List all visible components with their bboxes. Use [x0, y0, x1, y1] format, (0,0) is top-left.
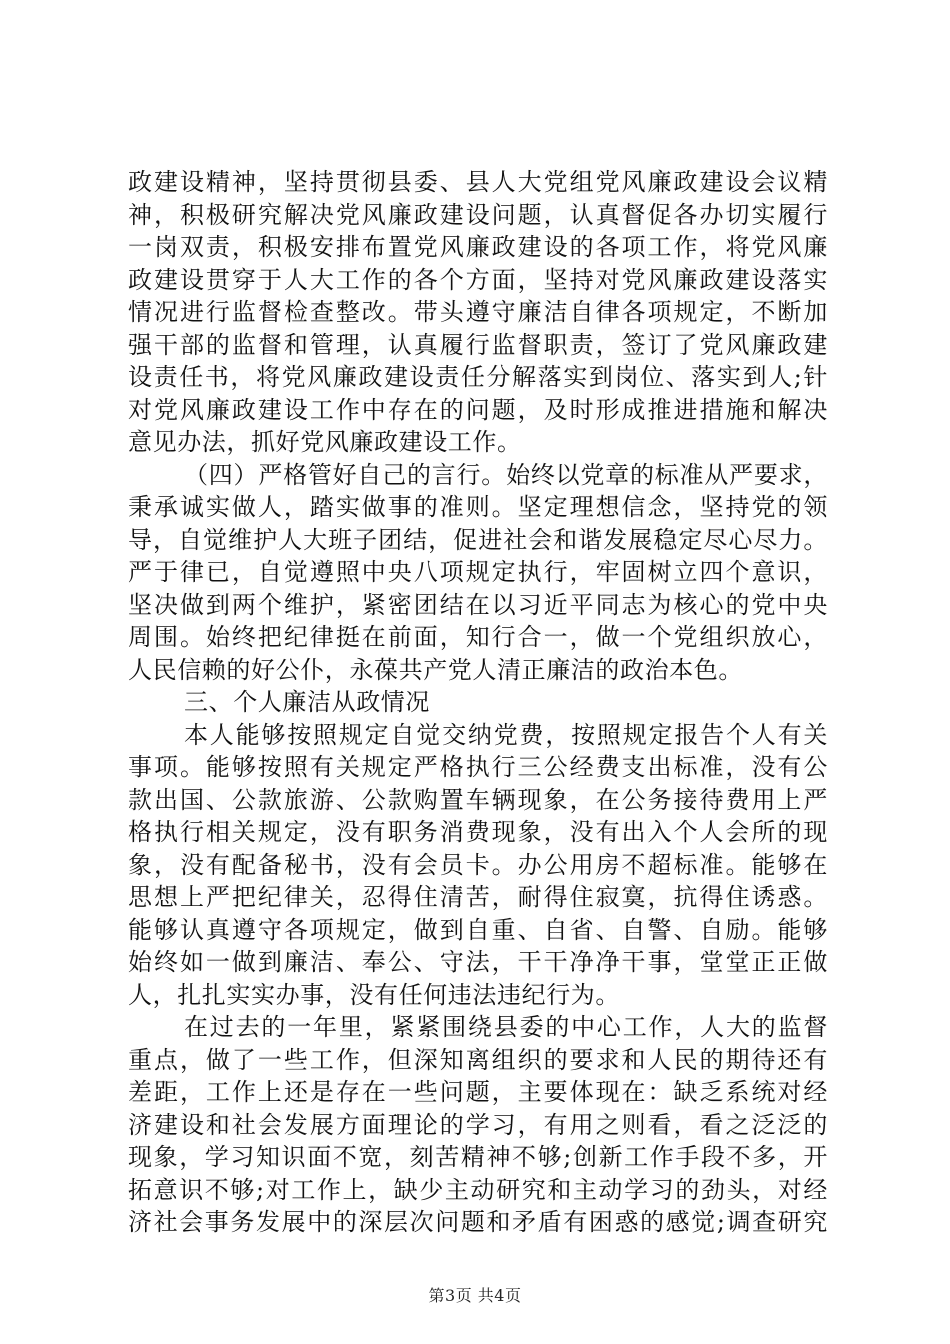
text-line: 对党风廉政建设工作中存在的问题，及时形成推进措施和解决: [128, 395, 828, 424]
text-line: 政建设贯穿于人大工作的各个方面，坚持对党风廉政建设落实: [128, 265, 828, 294]
section-heading-line: （四）严格管好自己的言行。始终以党章的标准从严要求，: [184, 460, 828, 489]
text-line: 导，自觉维护人大班子团结，促进社会和谐发展稳定尽心尽力。: [128, 525, 828, 554]
text-line: 设责任书，将党风廉政建设责任分解落实到岗位、落实到人;针: [128, 363, 828, 391]
text-line: 拓意识不够;对工作上，缺少主动研究和主动学习的劲头，对经: [128, 1175, 828, 1204]
text-line: 坚决做到两个维护，紧密团结在以习近平同志为核心的党中央: [128, 590, 828, 619]
document-body: [128, 166, 828, 1239]
text-line: 济社会事务发展中的深层次问题和矛盾有困惑的感觉;调查研究: [128, 1208, 828, 1236]
text-line: 思想上严把纪律关，忍得住清苦，耐得住寂寞，抗得住诱惑。: [128, 883, 828, 911]
text-line: 济建设和社会发展方面理论的学习，有用之则看，看之泛泛的: [128, 1110, 828, 1139]
text-line: 差距，工作上还是存在一些问题，主要体现在：缺乏系统对经: [128, 1078, 828, 1106]
text-line: 情况进行监督检查整改。带头遵守廉洁自律各项规定，不断加: [128, 298, 828, 326]
text-line: 人，扎扎实实办事，没有任何违法违纪行为。: [128, 980, 620, 1009]
text-line: 强干部的监督和管理，认真履行监督职责，签订了党风廉政建: [128, 330, 828, 359]
text-line: 秉承诚实做人，踏实做事的准则。坚定理想信念，坚持党的领: [128, 493, 828, 521]
page-number-label: 第3页 共4页: [428, 1286, 522, 1305]
text-line: 政建设精神，坚持贯彻县委、县人大党组党风廉政建设会议精: [128, 168, 828, 196]
text-line: 严于律已，自觉遵照中央八项规定执行，牢固树立四个意识，: [128, 558, 828, 586]
text-line: 象，没有配备秘书，没有会员卡。办公用房不超标准。能够在: [128, 850, 828, 879]
text-line: 款出国、公款旅游、公款购置车辆现象，在公务接待费用上严: [128, 785, 828, 814]
text-line: 事项。能够按照有关规定严格执行三公经费支出标准，没有公: [128, 753, 828, 781]
text-line: 格执行相关规定，没有职务消费现象，没有出入个人会所的现: [128, 818, 828, 846]
text-line: 一岗双责，积极安排布置党风廉政建设的各项工作，将党风廉: [128, 233, 828, 261]
text-line: 现象，学习知识面不宽，刻苦精神不够;创新工作手段不多，开: [128, 1143, 828, 1171]
text-line: 神，积极研究解决党风廉政建设问题，认真督促各办切实履行: [128, 200, 828, 229]
text-line: 周围。始终把纪律挺在前面，知行合一，做一个党组织放心，: [128, 623, 828, 651]
text-line: 重点，做了一些工作，但深知离组织的要求和人民的期待还有: [128, 1045, 828, 1074]
paragraph-first-line: 在过去的一年里，紧紧围绕县委的中心工作，人大的监督: [184, 1013, 828, 1041]
paragraph-first-line: 本人能够按照规定自觉交纳党费，按照规定报告个人有关: [184, 720, 828, 749]
section-heading: 三、个人廉洁从政情况: [184, 688, 430, 716]
text-line: 意见办法，抓好党风廉政建设工作。: [128, 428, 522, 456]
text-line: 能够认真遵守各项规定，做到自重、自省、自警、自励。能够: [128, 915, 828, 944]
text-line: 人民信赖的好公仆，永葆共产党人清正廉洁的政治本色。: [128, 655, 743, 684]
text-line: 始终如一做到廉洁、奉公、守法，干干净净干事，堂堂正正做: [128, 948, 828, 976]
page-footer: [0, 1283, 950, 1306]
